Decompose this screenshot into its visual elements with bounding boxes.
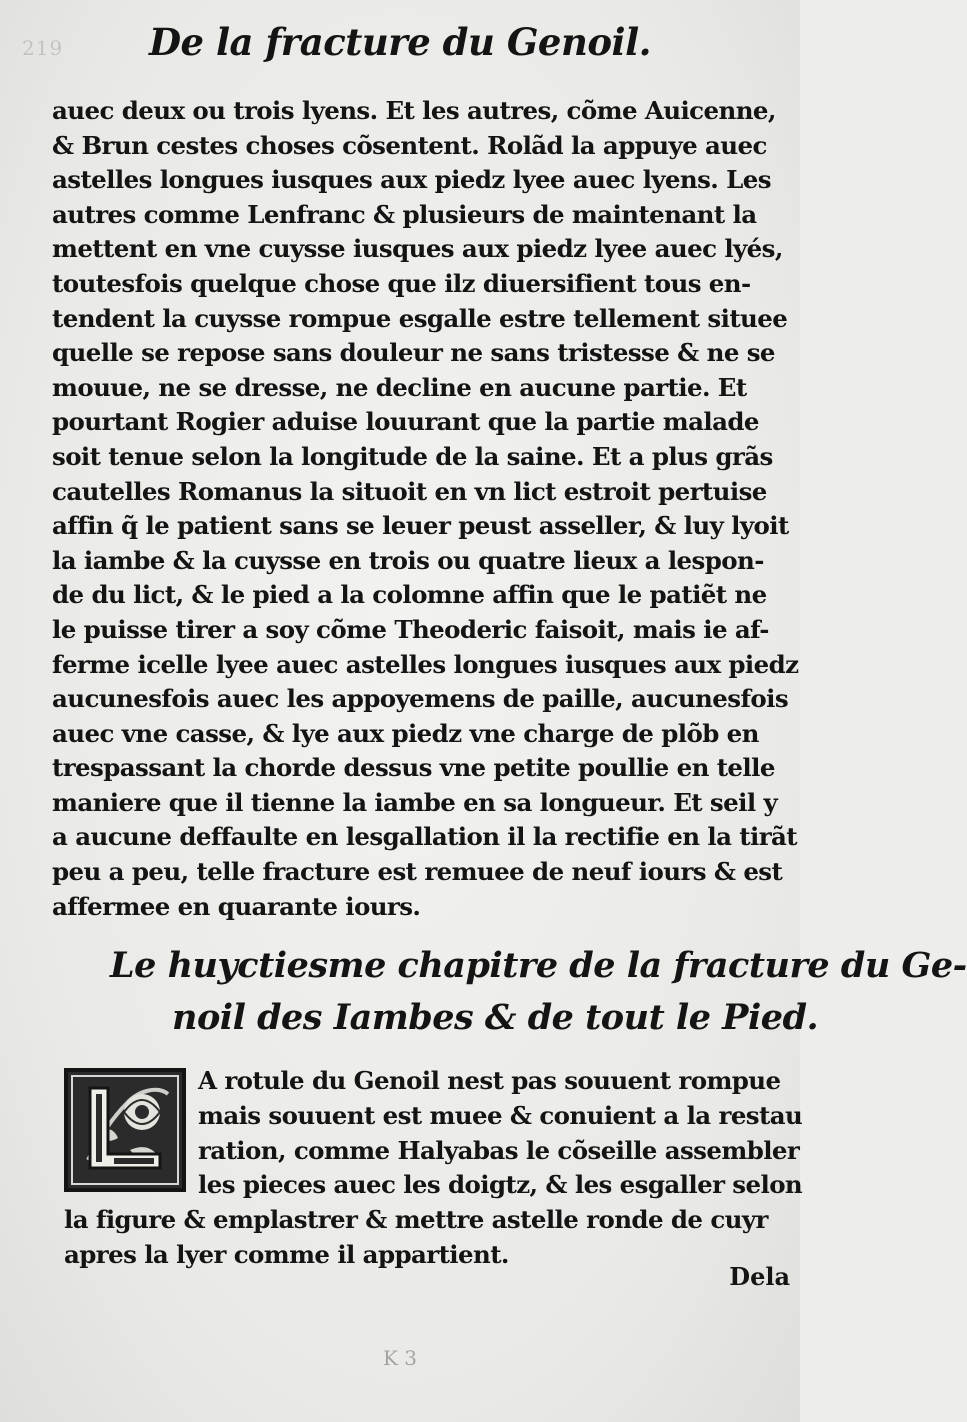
text-line: mais souuent est muee & conuient a la restau: [198, 1100, 803, 1130]
running-head: De la fracture du Genoil.: [148, 20, 652, 64]
text-line: apres la lyer comme il appartient.: [64, 1239, 509, 1269]
text-line: cautelles Romanus la situoit en vn lict estroit pertuise: [52, 476, 767, 506]
chapter-paragraph: [64, 1064, 803, 1273]
bleed-through-page-number: 219: [22, 36, 64, 60]
text-line: a aucune deffaulte en lesgallation il la rectifie en la tirãt: [52, 822, 798, 852]
text-line: auec vne casse, & lye aux piedz vne charge de plõb en: [52, 718, 759, 748]
text-line: mouue, ne se dresse, ne decline en aucune partie. Et: [52, 372, 747, 402]
text-line: & Brun cestes choses cõsentent. Rolãd la appuye auec: [52, 130, 767, 160]
text-line: la iambe & la cuysse en trois ou quatre lieux a lespon-: [52, 545, 764, 575]
text-line: ferme icelle lyee auec astelles longues iusques aux piedz: [52, 649, 799, 679]
text-line: soit tenue selon la longitude de la saine. Et a plus grãs: [52, 441, 773, 471]
text-line: tendent la cuysse rompue esgalle estre tellement situee: [52, 303, 788, 333]
text-line: peu a peu, telle fracture est remuee de neuf iours & est: [52, 857, 783, 887]
text-line: A rotule du Genoil nest pas souuent rompue: [198, 1066, 781, 1095]
body-paragraph: [52, 94, 799, 924]
text-line: pourtant Rogier aduise louurant que la partie malade: [52, 407, 759, 437]
text-line: maniere que il tienne la iambe en sa longueur. Et seil y: [52, 787, 778, 817]
text-line: auec deux ou trois lyens. Et les autres, cõme Auicenne,: [52, 96, 776, 125]
text-line: les pieces auec les doigtz, & les esgaller selon: [198, 1170, 803, 1200]
text-line: toutesfois quelque chose que ilz diuersifient tous en-: [52, 268, 751, 298]
text-line: affin q̃ le patient sans se leuer peust asseller, & luy lyoit: [52, 511, 789, 541]
chapter-heading: [60, 940, 967, 1044]
text-line: mettent en vne cuysse iusques aux piedz lyee auec lyés,: [52, 234, 783, 264]
text-line: trespassant la chorde dessus vne petite poullie en telle: [52, 753, 775, 783]
text-line: affermee en quarante iours.: [52, 891, 421, 921]
text-line: aucunesfois auec les appoyemens de paille, aucunesfois: [52, 684, 789, 714]
catchword: Dela: [729, 1262, 790, 1291]
chapter-heading-line: Le huyctiesme chapitre de la fracture du Ge-: [110, 945, 967, 986]
signature-mark: K 3: [382, 1346, 418, 1370]
text-line: la figure & emplastrer & mettre astelle ronde de cuyr: [64, 1205, 768, 1235]
text-line: le puisse tirer a soy cõme Theoderic faisoit, mais ie af-: [52, 614, 769, 644]
text-line: ration, comme Halyabas le cõseille assembler: [198, 1135, 800, 1165]
chapter-heading-line: noil des Iambes & de tout le Pied.: [172, 997, 819, 1038]
text-line: autres comme Lenfranc & plusieurs de maintenant la: [52, 199, 757, 229]
text-line: astelles longues iusques aux piedz lyee auec lyens. Les: [52, 165, 771, 195]
text-line: de du lict, & le pied a la colomne affin que le patiẽt ne: [52, 580, 767, 610]
text-line: quelle se repose sans douleur ne sans tristesse & ne se: [52, 338, 775, 368]
